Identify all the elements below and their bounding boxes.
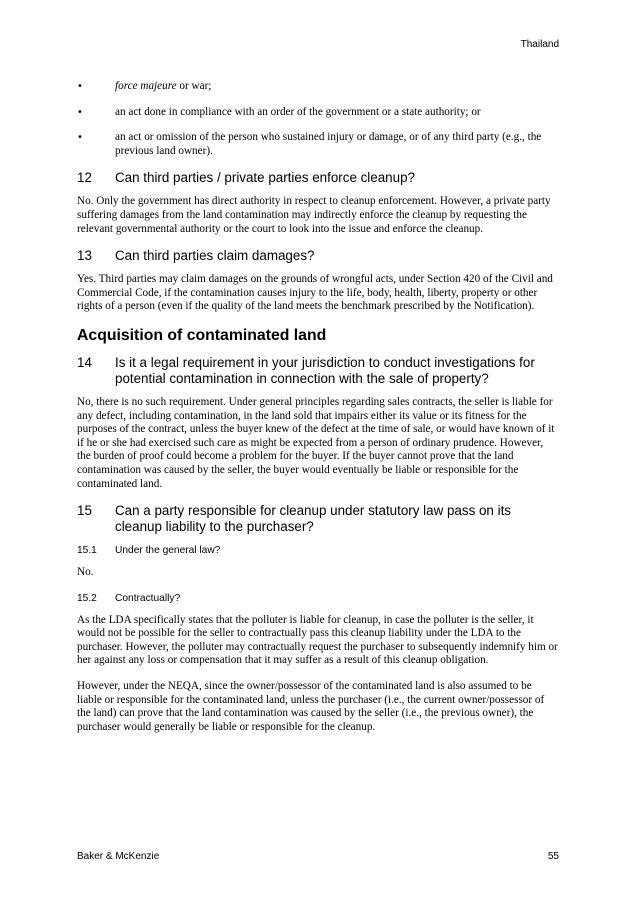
bullet-text: an act or omission of the person who sustained injury or damage, or of any third party (e.g., the previous land owner). — [115, 131, 542, 157]
bullet-text: an act done in compliance with an order of the government or a state authority; or — [115, 105, 481, 118]
answer-12: No. Only the government has direct authority in respect to cleanup enforcement. However, a private party suffering damages from the land contamination may indirectly enforce the cleanup by requesting the relevant governmental authority or the court to look into the issue and enforce the cleanup. — [77, 195, 551, 235]
subquestion-number: 15.2 — [77, 592, 97, 604]
section-heading: Acquisition of contaminated land — [77, 326, 327, 344]
question-text: Can third parties / private parties enforce cleanup? — [115, 170, 415, 186]
list-item — [77, 106, 559, 120]
question-text: Can a party responsible for cleanup under statutory law pass on its cleanup liability to the purchaser? — [115, 503, 511, 535]
bullet-italic-text: force majeure — [115, 80, 177, 92]
bullet-icon: • — [77, 81, 83, 92]
list-item — [77, 80, 559, 94]
question-number: 12 — [77, 170, 92, 186]
question-number: 14 — [77, 354, 92, 370]
footer-firm-name: Baker & McKenzie — [77, 851, 160, 862]
question-13 — [77, 248, 559, 264]
answer-15-2-paragraph-2: However, under the NEQA, since the owner/possessor of the contaminated land is also assumed to be liable or responsible for the contaminated land, unless the purchaser (i.e., the current owner/possessor of the land) can prove that the land contamination was caused by the seller (i.e., the previous owner), the purchaser would generally be liable or responsible for the cleanup. — [77, 680, 545, 733]
answer-13: Yes. Third parties may claim damages on the grounds of wrongful acts, under Section 420 of the Civil and Commercial Code, if the contamination causes injury to the life, body, health, liberty, property or other rights of a person (even if the quality of the land meets the benchmark prescribed by the Notification). — [77, 273, 553, 313]
question-14 — [77, 355, 559, 387]
footer-page-number: 55 — [547, 851, 559, 862]
subquestion-number: 15.1 — [77, 545, 97, 557]
subquestion-title: Contractually? — [115, 592, 181, 604]
question-number: 13 — [77, 248, 92, 264]
subquestion-title: Under the general law? — [115, 545, 221, 557]
question-text: Can third parties claim damages? — [115, 248, 315, 264]
header-country: Thailand — [520, 39, 559, 50]
page-content — [77, 80, 559, 746]
bullet-text: or war; — [176, 80, 212, 92]
question-12 — [77, 170, 559, 186]
bullet-icon: • — [77, 132, 83, 144]
question-number: 15 — [77, 503, 92, 519]
subquestion-15-2 — [77, 592, 559, 605]
answer-15-2-paragraph-1: As the LDA specifically states that the polluter is liable for cleanup, in case the polluter is the seller, it would not be possible for the seller to contractually pass this cleanup liability under the LDA to the purchaser. However, the polluter may contractually request the purchaser to subsequently indemnify him or her against any loss or compensation that it may suffer as a result of this cleanup obligation. — [77, 613, 558, 667]
list-item — [77, 131, 559, 158]
question-15 — [77, 503, 559, 535]
bullet-list — [77, 80, 559, 158]
answer-15-1: No. — [77, 566, 94, 579]
question-text: Is it a legal requirement in your jurisdiction to conduct investigations for potential contamination in connection with the sale of property? — [115, 354, 535, 386]
subquestion-15-1 — [77, 544, 559, 557]
answer-14: No, there is no such requirement. Under general principles regarding sales contracts, the seller is liable for any defect, including contamination, in the land sold that impairs either its value or its fitness for the purposes of the contract, unless the buyer knew of the defect at the time of sale, or would have known of it if he or she had exercised such care as might be expected from a person of ordinary prudence. However, the burden of proof could become a problem for the buyer. If the buyer cannot prove that the land contamination was caused by the seller, the buyer would eventually be liable or responsible for the contaminated land. — [77, 395, 555, 490]
bullet-icon: • — [77, 106, 83, 118]
